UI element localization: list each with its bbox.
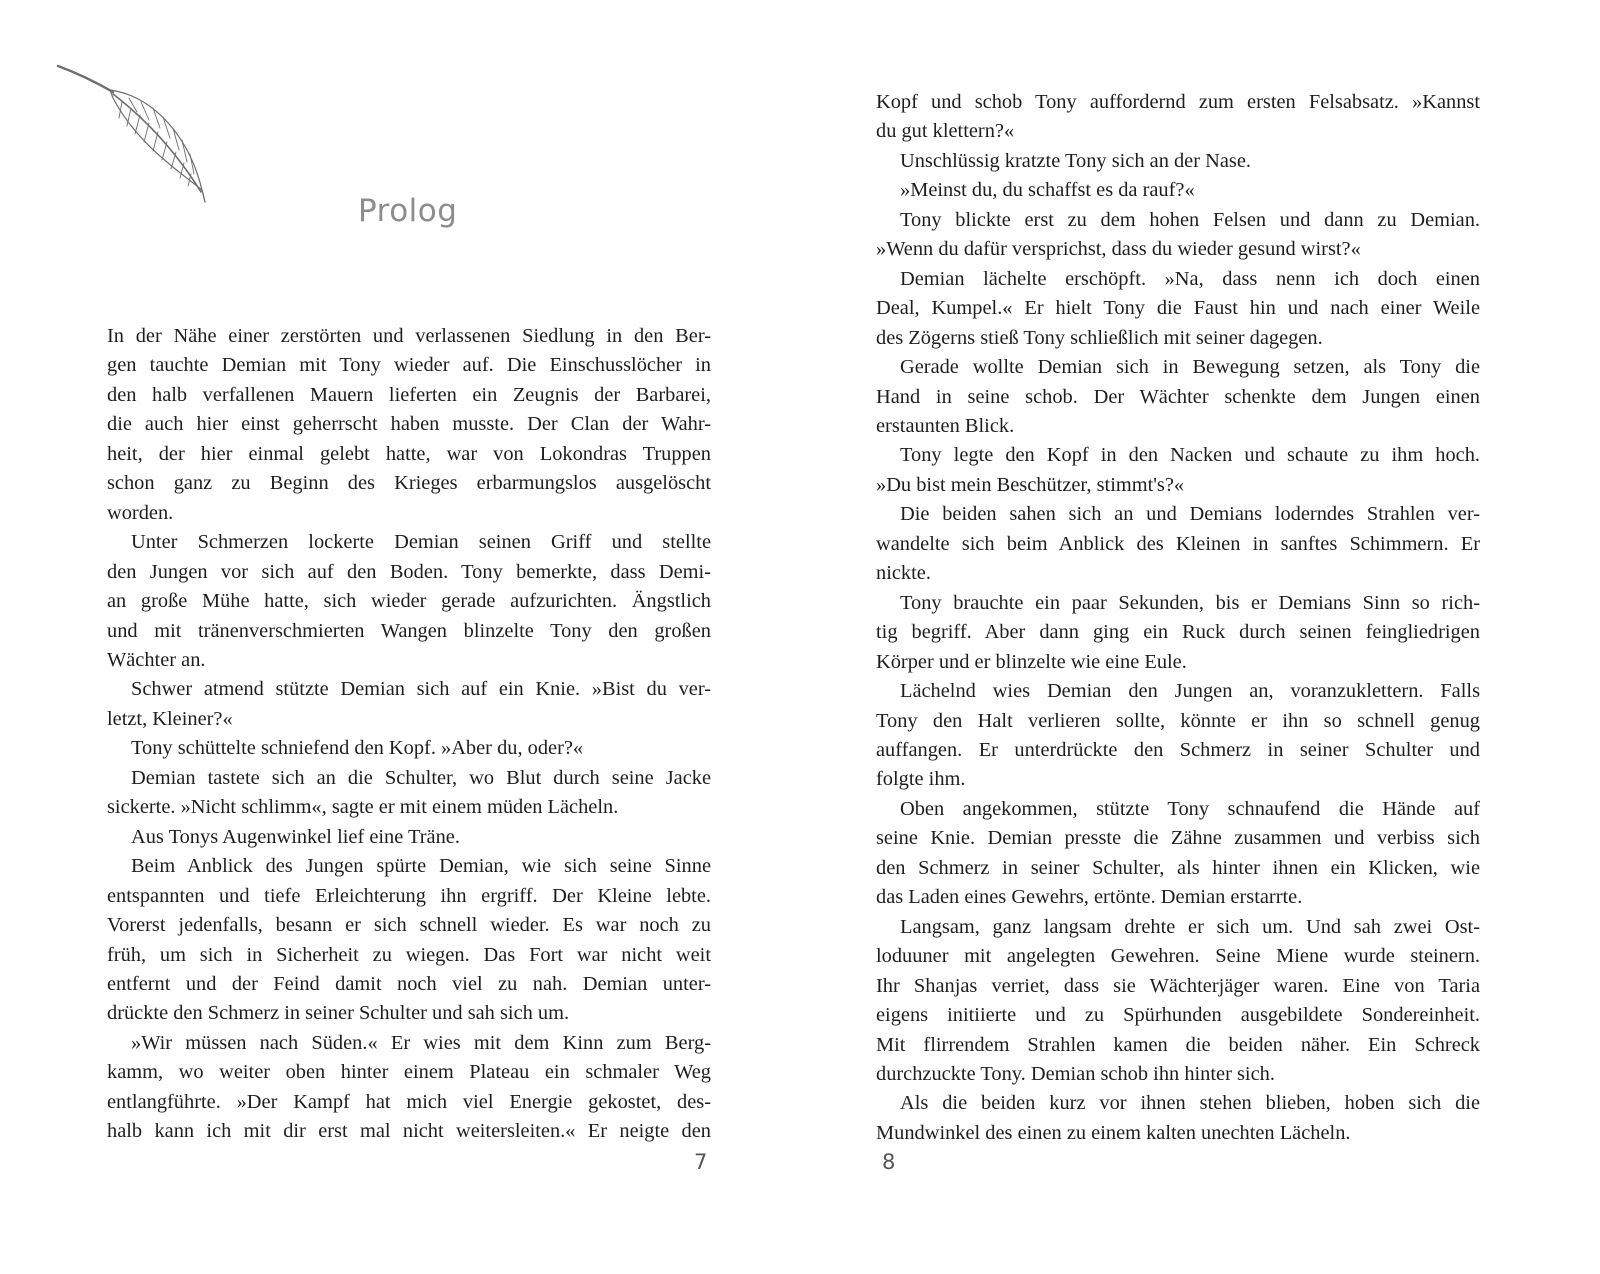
body-text (107, 322, 711, 1147)
text-line: gen tauchte Demian mit Tony wieder auf. Die Einschusslöcher in (107, 354, 711, 377)
text-line: wandelte sich beim Anblick des Kleinen in sanftes Schimmern. Er (876, 532, 1480, 555)
text-line: Unter Schmerzen lockerte Demian seinen Griff und stellte (131, 531, 711, 554)
text-line: Lächelnd wies Demian den Jungen an, voranzuklettern. Falls (900, 680, 1480, 703)
text-line: an große Mühe hatte, sich wieder gerade aufzurichten. Ängstlich (107, 590, 711, 613)
text-line: worden. (107, 501, 174, 524)
feather-icon (55, 62, 210, 207)
text-line: Demian lächelte erschöpft. »Na, dass nenn ich doch einen (900, 267, 1480, 290)
text-line: Mit flirrendem Strahlen kamen die beiden näher. Ein Schreck (876, 1033, 1480, 1056)
text-line: nickte. (876, 562, 931, 585)
chapter-title: Prolog (358, 193, 458, 229)
text-line: »Du bist mein Beschützer, stimmt's?« (876, 473, 1185, 496)
text-line: Langsam, ganz langsam drehte er sich um. Und sah zwei Ost- (900, 915, 1480, 938)
text-line: früh, um sich in Sicherheit zu wiegen. Das Fort war nicht weit (107, 943, 711, 966)
text-line: Vorerst jedenfalls, besann er sich schnell wieder. Es war noch zu (107, 914, 711, 937)
text-line: Demian tastete sich an die Schulter, wo Blut durch seine Jacke (131, 766, 711, 789)
text-line: Mundwinkel des einen zu einem kalten unechten Lächeln. (876, 1121, 1351, 1144)
text-line: Schwer atmend stützte Demian sich auf ein Knie. »Bist du ver- (131, 678, 711, 701)
text-line: In der Nähe einer zerstörten und verlassenen Siedlung in den Ber- (107, 325, 711, 347)
page-number: 7 (694, 1150, 708, 1174)
text-line: drückte den Schmerz in seiner Schulter und sah sich um. (107, 1002, 570, 1025)
text-line: durchzuckte Tony. Demian schob ihn hinter sich. (876, 1062, 1275, 1085)
text-line: entlangführte. »Der Kampf hat mich viel Energie gekostet, des- (107, 1090, 711, 1113)
text-line: Wächter an. (107, 648, 206, 671)
text-line: Ihr Shanjas verriet, dass sie Wächterjäger waren. Eine von Taria (876, 974, 1480, 997)
text-line: Tony blickte erst zu dem hohen Felsen und dann zu Demian. (900, 208, 1480, 231)
text-line: Beim Anblick des Jungen spürte Demian, wie sich seine Sinne (131, 855, 711, 878)
text-line: tig begriff. Aber dann ging ein Ruck durch seinen feingliedrigen (876, 621, 1480, 644)
text-line: Hand in seine schob. Der Wächter schenkte dem Jungen einen (876, 385, 1480, 408)
right-page (800, 0, 1600, 1274)
text-line: »Meinst du, du schaffst es da rauf?« (900, 179, 1195, 202)
text-line: das Laden eines Gewehrs, ertönte. Demian erstarrte. (876, 886, 1303, 909)
text-line: »Wenn du dafür versprichst, dass du wieder gesund wirst?« (876, 238, 1361, 261)
page-number: 8 (882, 1150, 896, 1174)
text-line: Tony schüttelte schniefend den Kopf. »Aber du, oder?« (131, 737, 584, 760)
text-line: Die beiden sahen sich an und Demians loderndes Strahlen ver- (900, 503, 1480, 526)
text-line: Kopf und schob Tony auffordernd zum ersten Felsabsatz. »Kannst (876, 91, 1480, 113)
text-line: du gut klettern?« (876, 120, 1015, 143)
text-line: entspannten und tiefe Erleichterung ihn ergriff. Der Kleine lebte. (107, 884, 711, 907)
text-line: Tony den Halt verlieren sollte, könnte er ihn so schnell genug (876, 709, 1480, 732)
text-line: kamm, wo weiter oben hinter einem Plateau ein schmaler Weg (107, 1061, 711, 1084)
text-line: die auch hier einst geherrscht haben musste. Der Clan der Wahr- (107, 413, 711, 436)
text-line: eigens initiierte und zu Spürhunden ausgebildete Sondereinheit. (876, 1004, 1480, 1027)
text-line: Unschlüssig kratzte Tony sich an der Nase. (900, 149, 1251, 172)
text-line: Tony legte den Kopf in den Nacken und schaute zu ihm hoch. (900, 444, 1480, 467)
text-line: Als die beiden kurz vor ihnen stehen blieben, hoben sich die (900, 1092, 1480, 1115)
text-line: Körper und er blinzelte wie eine Eule. (876, 650, 1187, 673)
text-line: letzt, Kleiner?« (107, 707, 233, 730)
text-line: seine Knie. Demian presste die Zähne zusammen und verbiss sich (876, 827, 1480, 850)
text-line: Deal, Kumpel.« Er hielt Tony die Faust hin und nach einer Weile (876, 297, 1480, 320)
text-line: entfernt und der Feind damit noch viel zu nah. Demian unter- (107, 972, 711, 995)
text-line: Tony brauchte ein paar Sekunden, bis er Demians Sinn so rich- (900, 591, 1480, 614)
text-line: sickerte. »Nicht schlimm«, sagte er mit einem müden Lächeln. (107, 796, 619, 819)
text-line: den Jungen vor sich auf den Boden. Tony bemerkte, dass Demi- (107, 560, 711, 583)
text-line: schon ganz zu Beginn des Krieges erbarmungslos ausgelöscht (107, 472, 711, 495)
text-line: halb kann ich mit dir erst mal nicht weitersleiten.« Er neigte den (107, 1120, 711, 1143)
text-line: Aus Tonys Augenwinkel lief eine Träne. (131, 825, 460, 848)
body-text (876, 88, 1480, 1148)
text-line: den halb verfallenen Mauern lieferten ein Zeugnis der Barbarei, (107, 383, 711, 406)
text-line: Gerade wollte Demian sich in Bewegung setzen, als Tony die (900, 356, 1480, 379)
text-line: den Schmerz in seiner Schulter, als hinter ihnen ein Klicken, wie (876, 856, 1480, 879)
text-line: »Wir müssen nach Süden.« Er wies mit dem Kinn zum Berg- (131, 1031, 711, 1054)
text-line: folgte ihm. (876, 768, 966, 791)
text-line: erstaunten Blick. (876, 414, 1015, 437)
text-line: auffangen. Er unterdrückte den Schmerz in seiner Schulter und (876, 738, 1480, 761)
text-line: des Zögerns stieß Tony schließlich mit seiner dagegen. (876, 326, 1323, 349)
text-line: und mit tränenverschmierten Wangen blinzelte Tony den großen (107, 619, 711, 642)
text-line: Oben angekommen, stützte Tony schnaufend die Hände auf (900, 797, 1480, 820)
text-line: heit, der hier einmal gelebt hatte, war von Lokondras Truppen (107, 442, 711, 465)
text-line: loduuner mit angelegten Gewehren. Seine Miene wurde steinern. (876, 945, 1480, 968)
